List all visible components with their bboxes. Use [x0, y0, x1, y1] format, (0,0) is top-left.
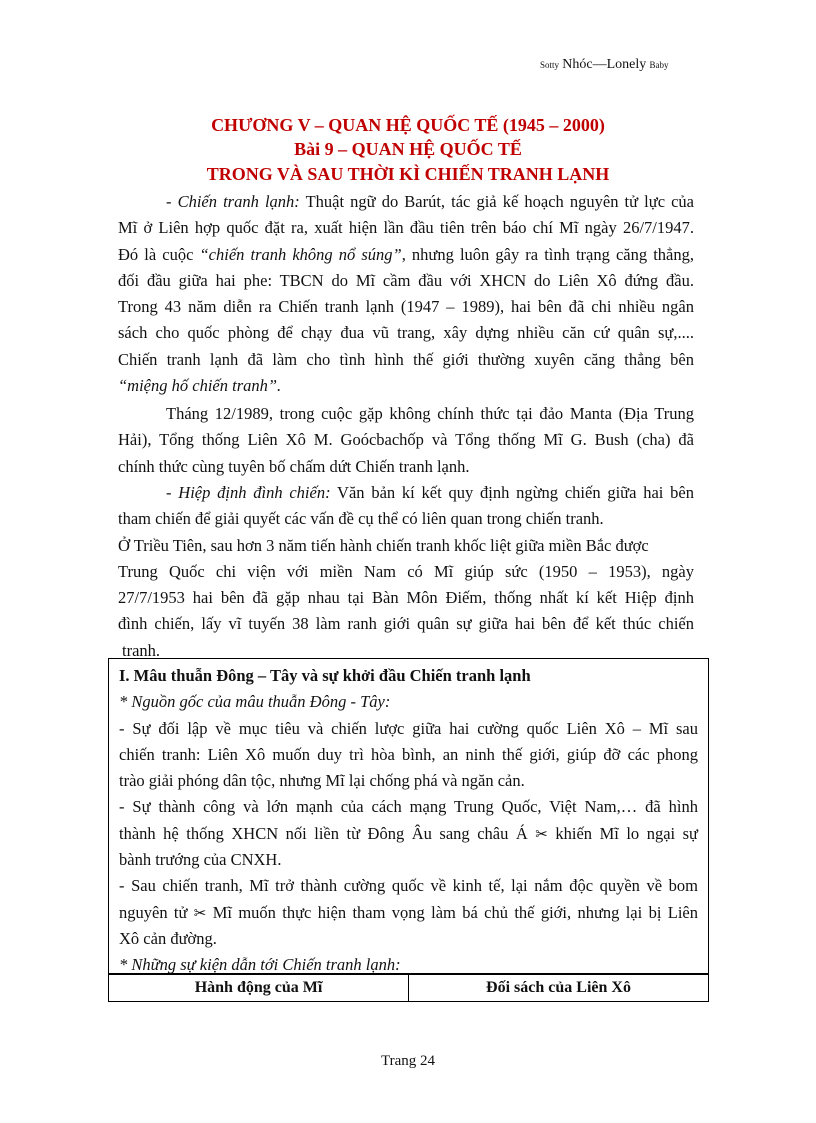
origin-subheading: * Nguồn gốc của mâu thuẫn Đông - Tây: — [119, 692, 391, 712]
lesson-title: Bài 9 – QUAN HỆ QUỐC TẾ — [294, 139, 522, 159]
header-prefix: Sotty — [540, 60, 560, 70]
box-heading: I. Mâu thuẫn Đông – Tây và sự khởi đầu Chiến tranh lạnh — [119, 666, 531, 685]
term-armistice: - Hiệp định đình chiến: — [166, 483, 331, 502]
term-cold-war: - Chiến tranh lạnh: — [166, 192, 300, 211]
col-us-actions: Hành động của Mĩ — [194, 979, 323, 996]
col-soviet-response: Đối sách của Liên Xô — [408, 975, 708, 1001]
east-west-conflict-box: I. Mâu thuẫn Đông – Tây và sự khởi đầu Chiến tranh lạnh * Nguồn gốc của mâu thuẫn Đông - Tây: - Sự đối lập về mục tiêu và chiến lược giữa hai cường quốc Liên Xô – Mĩ sau chiến tranh: Liên Xô muốn duy trì hòa bình, an ninh thế giới, giúp đỡ các phong trào giải phóng dân tộc, nhưng Mĩ lại chống phá và ngăn cản. - Sự thành công và lớn mạnh của cách mạng Trung Quốc, Việt Nam,… đã hình thành hệ thống XHCN nối liền từ Đông Âu sang châu Á ✂ khiến Mĩ lo ngại sự bành trướng của CNXH. - Sau chiến tranh, Mĩ trở thành cường quốc về kinh tế, lại nắm độc quyền về bom nguyên tử ✂ Mĩ muốn thực hiện tham vọng làm bá chủ thế giới, nhưng lại bị Liên Xô cản đường. * Những sự kiện dẫn tới Chiến tranh lạnh: — [108, 658, 709, 974]
events-subheading: * Những sự kiện dẫn tới Chiến tranh lạnh: — [119, 955, 401, 975]
arrow-icon: ✂ — [535, 824, 548, 843]
armistice-definition: - Hiệp định đình chiến: Văn bản kí kết quy định ngừng chiến giữa hai bên tham chiến để giải quyết các vấn đề cụ thể có liên quan trong chiến tranh. Ở Triều Tiên, sau hơn 3 năm tiến hành chiến tranh khốc liệt giữa miền Bắc được Trung Quốc chi viện với miền Nam có Mĩ giúp sức (1950 – 1953), ngày 27/7/1953 hai bên đã gặp nhau tại Bàn Môn Điếm, thống nhất kí kết Hiệp định đình chiến, lấy vĩ tuyến 38 làm ranh giới quân sự giữa hai bên để kết thúc chiến tranh. — [118, 483, 694, 660]
cold-war-definition: - Chiến tranh lạnh: Thuật ngữ do Barút, tác giả kế hoạch nguyên tử lực của Mĩ ở Liên hợp quốc đặt ra, xuất hiện lần đầu tiên trên báo chí Mĩ ngày 26/7/1947. Đó là cuộc “chiến tranh không nổ súng”, nhưng luôn gây ra tình trạng căng thẳng, đối đầu giữa hai phe: TBCN do Mĩ cầm đầu với XHCN do Liên Xô đứng đầu. Trong 43 năm diễn ra Chiến tranh lạnh (1947 – 1989), hai bên đã chi nhiều ngân sách cho quốc phòng để chạy đua vũ trang, xây dựng nhiều căn cứ quân sự,.... Chiến tranh lạnh đã làm cho tình hình thế giới thường xuyên căng thẳng bên “miệng hố chiến tranh”. — [118, 192, 695, 396]
malta-summit-paragraph: Tháng 12/1989, trong cuộc gặp không chính thức tại đảo Manta (Địa Trung Hải), Tổng thống Liên Xô M. Goócbachốp và Tổng thống Mĩ G. Bush (cha) đã chính thức cùng tuyên bố chấm dứt Chiến tranh lạnh. — [118, 404, 694, 476]
header-suffix: Baby — [649, 60, 669, 70]
page-header — [540, 56, 669, 73]
page-number: Trang 24 — [380, 1053, 436, 1069]
header-main: Nhóc—Lonely — [562, 57, 647, 72]
actions-table-header — [108, 974, 709, 1002]
arrow-icon: ✂ — [193, 903, 207, 922]
chapter-title: CHƯƠNG V – QUAN HỆ QUỐC TẾ (1945 – 2000) — [211, 115, 605, 135]
lesson-subtitle: TRONG VÀ SAU THỜI KÌ CHIẾN TRANH LẠNH — [206, 164, 610, 184]
